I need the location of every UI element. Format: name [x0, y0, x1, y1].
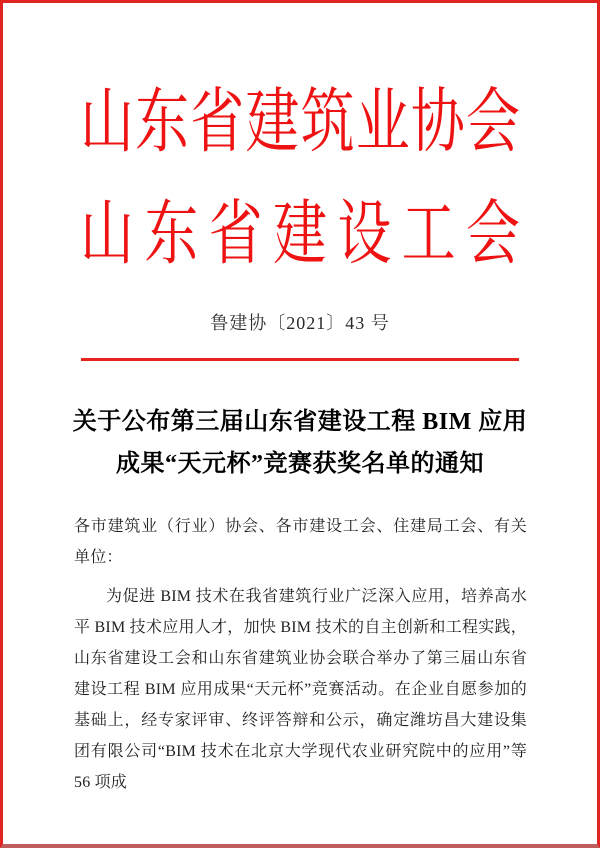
- notice-title-line-2: 成果“天元杯”竞赛获奖名单的通知: [116, 451, 484, 477]
- notice-title: [40, 401, 560, 485]
- red-divider-line: [81, 358, 519, 361]
- org-name-line-1: 山东省建筑业协会: [80, 83, 520, 161]
- body-paragraph: 为促进 BIM 技术在我省建筑行业广泛深入应用，培养高水平 BIM 技术应用人才，加快 BIM 技术的自主创新和工程实践，山东省建设工会和山东省建筑业协会联合举办了第三届山东省建设工程 BIM 应用成果“天元杯”竞赛活动。在企业自愿参加的基础上，经专家评审、终评答辩和公示，确定潍坊昌大建设集团有限公司“BIM 技术在北京大学现代农业研究院中的应用”等 56 项成: [74, 588, 527, 791]
- salutation: 各市建筑业（行业）协会、各市建设工会、住建局工会、有关单位：: [74, 518, 527, 566]
- red-header: [0, 66, 600, 290]
- notice-title-line-1: 关于公布第三届山东省建设工程 BIM 应用: [72, 409, 528, 435]
- doc-number: 鲁建协〔2021〕43 号: [210, 313, 390, 333]
- org-name-line-2: 山东省建设工会: [80, 195, 520, 273]
- notice-body: [74, 511, 527, 798]
